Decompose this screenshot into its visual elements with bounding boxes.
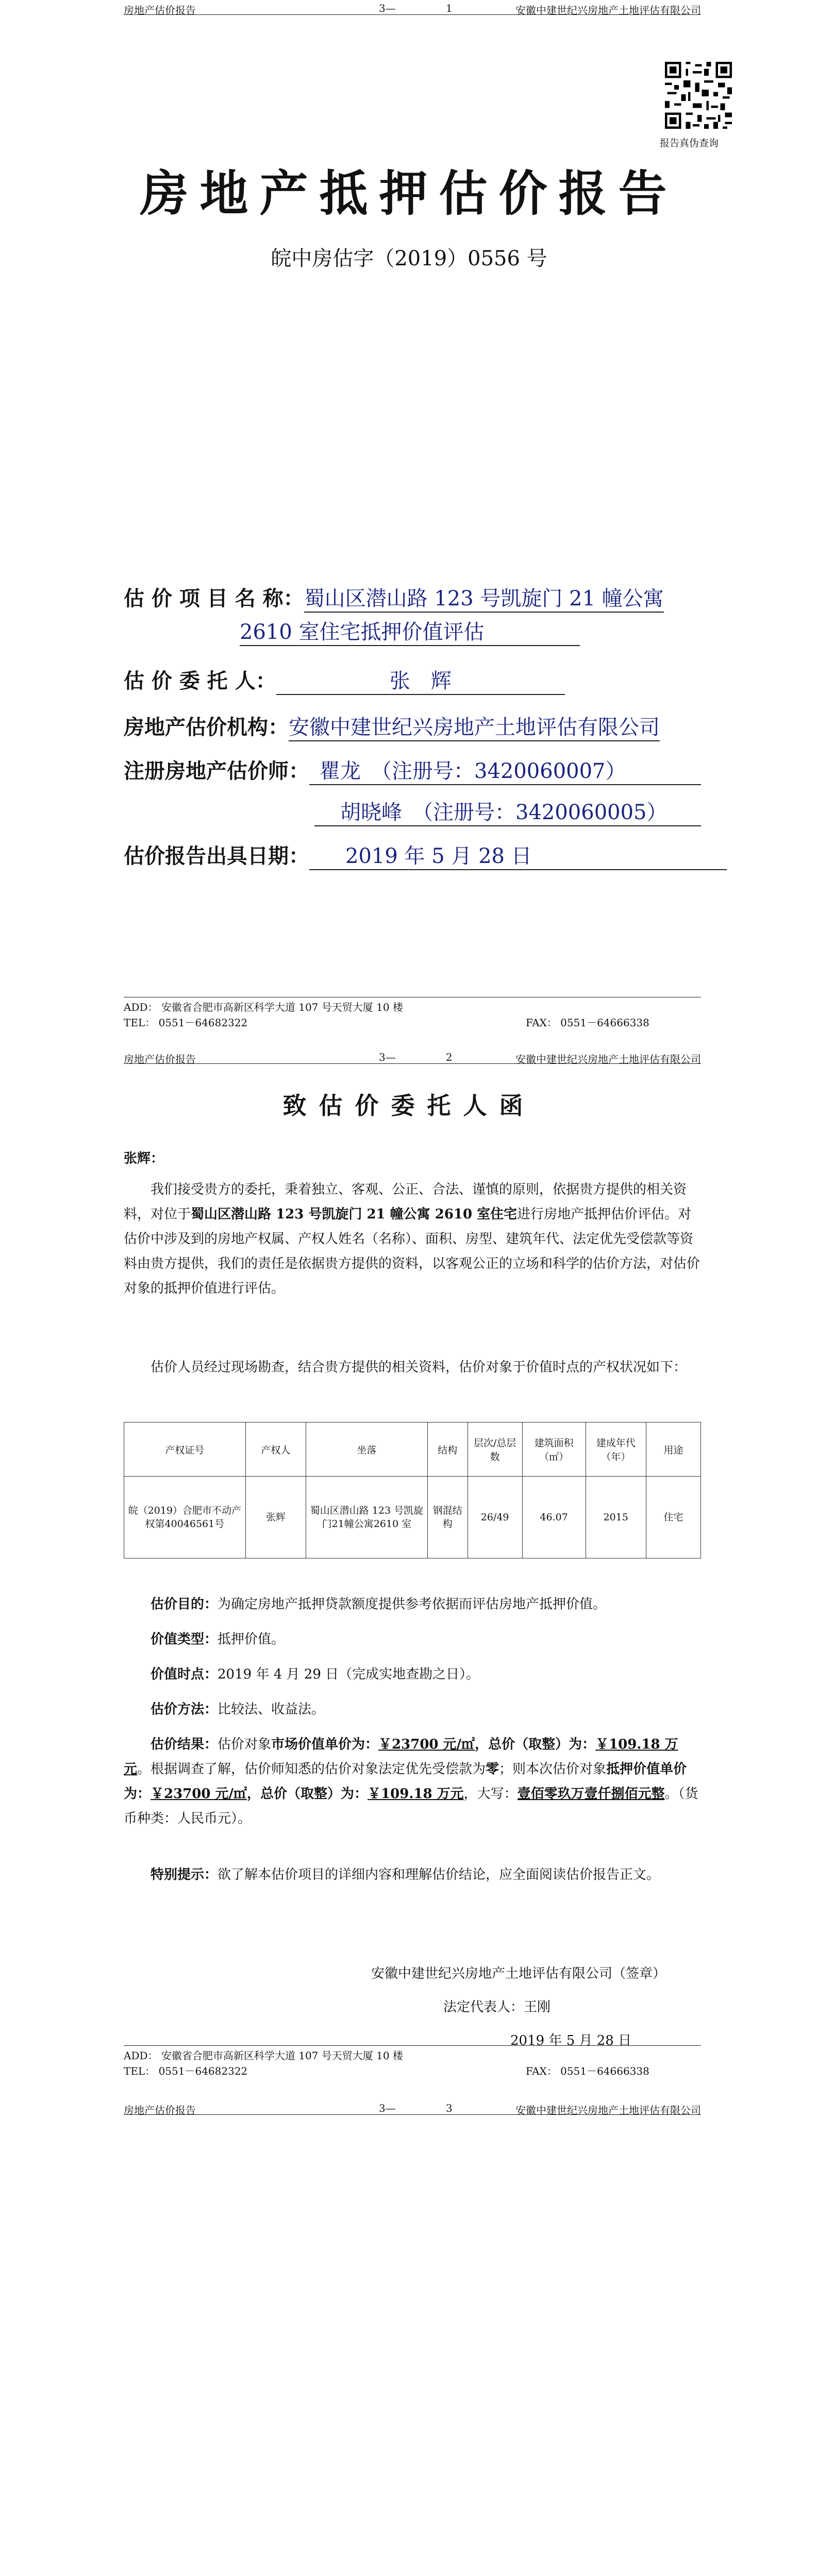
date-label: 估价报告出具日期： — [124, 844, 309, 868]
client-label: 估 价 委 托 人： — [124, 669, 276, 693]
cover-page — [0, 0, 818, 1054]
table-cell: 46.07 — [522, 1477, 586, 1558]
project-value-2: 2610 室住宅抵押价值评估 — [240, 616, 580, 646]
letter-paragraph-1: 我们接受贵方的委托，秉着独立、客观、公正、合法、谨慎的原则，依据贵方提供的相关资料，对位于蜀山区潜山路 123 号凯旋门 21 幢公寓 2610 室住宅进行房地产抵押估价评估。对估价中涉及到的房地产权属、产权人姓名（名称）、面积、房型、建筑年代、法定优先受偿款等资料由贵方提供，我们的责任是依据贵方提供的资料，以客观公正的立场和科学的估价方法，对估价对象的抵押价值进行评估。 — [124, 1182, 700, 1296]
header-company: 安徽中建世纪兴房地产土地评估有限公司 — [515, 4, 701, 16]
table-cell: 张辉 — [245, 1477, 306, 1558]
qr-verify-label: 报告真伪查询 — [660, 138, 719, 149]
client-row — [124, 665, 565, 695]
table-header: 产权人 — [245, 1422, 306, 1477]
header-left: 房地产估价报告 — [124, 2104, 196, 2116]
table-header: 层次/总层数 — [468, 1422, 522, 1477]
project-row-2 — [240, 616, 580, 646]
signer-company: 安徽中建世纪兴房地产土地评估有限公司（签章） — [371, 1966, 666, 1981]
value-type-line: 价值类型：抵押价值。 — [151, 1632, 285, 1647]
project-value-1: 蜀山区潜山路 123 号凯旋门 21 幢公寓 — [304, 582, 664, 613]
mortgage-unit-price: ￥23700 元/㎡ — [151, 1786, 247, 1802]
header-page-mark: 3— — [379, 2, 396, 14]
page-header — [124, 2, 701, 15]
agency-label: 房地产估价机构： — [124, 715, 289, 739]
date-value: 2019 年 5 月 28 日 — [309, 840, 727, 870]
footer-address: ADD： 安徽省合肥市高新区科学大道 107 号天贸大厦 10 楼 — [124, 1001, 403, 1013]
footer-address: ADD： 安徽省合肥市高新区科学大道 107 号天贸大厦 10 楼 — [124, 2049, 403, 2062]
header-page-number: 1 — [446, 2, 453, 14]
header-left: 房地产估价报告 — [124, 1053, 196, 1065]
letter-paragraph-2: 估价人员经过现场勘查，结合贵方提供的相关资料，估价对象于价值时点的产权状况如下： — [151, 1360, 687, 1375]
property-address: 蜀山区潜山路 123 号凯旋门 21 幢公寓 2610 室住宅 — [191, 1207, 517, 1222]
date-row — [124, 840, 727, 870]
header-company: 安徽中建世纪兴房地产土地评估有限公司 — [515, 1053, 701, 1065]
purpose-line: 估价目的：为确定房地产抵押贷款额度提供参考依据而评估房地产抵押价值。 — [151, 1597, 607, 1612]
report-title: 房地产抵押估价报告 — [140, 165, 678, 222]
table-header: 产权证号 — [124, 1422, 246, 1477]
method-line: 估价方法：比较法、收益法。 — [151, 1702, 325, 1717]
project-label: 估 价 项 目 名 称： — [124, 586, 304, 611]
table-header: 建成年代（年） — [586, 1422, 646, 1477]
table-cell: 蜀山区潜山路 123 号凯旋门21幢公寓2610 室 — [306, 1477, 428, 1558]
header-left: 房地产估价报告 — [124, 4, 196, 16]
agency-value: 安徽中建世纪兴房地产土地评估有限公司 — [289, 711, 660, 741]
page-footer — [124, 997, 701, 1028]
market-unit-price: ￥23700 元/㎡ — [378, 1737, 475, 1752]
project-row — [124, 582, 664, 613]
table-cell: 2015 — [586, 1477, 646, 1558]
header-page-mark: 3— — [379, 1051, 396, 1063]
market-total-price: ￥109.18 万元 — [124, 1737, 678, 1777]
signing-date: 2019 年 5 月 28 日 — [510, 2033, 632, 2048]
table-cell: 26/49 — [468, 1477, 522, 1558]
tip-paragraph: 特别提示：欲了解本估价项目的详细内容和理解估价结论，应全面阅读估价报告正文。 — [151, 1867, 660, 1883]
salutation: 张辉： — [124, 1151, 164, 1166]
header-page-number: 2 — [446, 1051, 453, 1063]
table-cell: 住宅 — [646, 1477, 700, 1558]
legal-representative: 法定代表人：王刚 — [443, 1999, 551, 2015]
table-header: 坐落 — [306, 1422, 428, 1477]
table-header: 结构 — [427, 1422, 468, 1477]
client-value: 张 辉 — [276, 665, 565, 695]
footer-fax: FAX： 0551－64666338 — [526, 2065, 649, 2077]
property-table — [124, 1422, 701, 1558]
document-number: 皖中房估字（2019）0556 号 — [271, 247, 547, 270]
appraiser-row — [124, 755, 701, 785]
footer-tel: TEL： 0551－64682322 — [124, 1016, 248, 1029]
result-paragraph: 估价结果：估价对象市场价值单价为：￥23700 元/㎡，总价（取整）为：￥109.18 万元。根据调查了解，估价师知悉的估价对象法定优先受偿款为零；则本次估价对象抵押价值单价为：￥23700 元/㎡，总价（取整）为：￥109.18 万元，大写：壹佰零玖万壹仟捌佰元整。（货币种类：人民币元）。 — [124, 1737, 698, 1826]
footer-tel: TEL： 0551－64682322 — [124, 2065, 248, 2077]
page-footer — [124, 2045, 701, 2077]
qr-code-icon[interactable] — [665, 62, 732, 129]
table-header-row — [124, 1422, 701, 1477]
mortgage-total-price: ￥109.18 万元 — [368, 1786, 464, 1802]
page-header — [124, 1051, 701, 1064]
header-page-number: 3 — [446, 2102, 453, 2114]
footer-fax: FAX： 0551－64666338 — [526, 1016, 649, 1029]
agency-row — [124, 711, 660, 741]
appraiser-label: 注册房地产估价师： — [124, 759, 309, 783]
letter-title: 致估价委托人函 — [282, 1092, 536, 1120]
header-company: 安徽中建世纪兴房地产土地评估有限公司 — [515, 2104, 701, 2116]
table-header: 建筑面积（㎡） — [522, 1422, 586, 1477]
table-row — [124, 1477, 701, 1558]
header-page-mark: 3— — [379, 2102, 396, 2114]
table-header: 用途 — [646, 1422, 700, 1477]
appraiser-2: 胡晓峰 （注册号：3420060005） — [314, 796, 701, 826]
page-header — [124, 2102, 701, 2115]
table-cell: 钢混结构 — [427, 1477, 468, 1558]
value-date-line: 价值时点：2019 年 4 月 29 日（完成实地查勘之日）。 — [151, 1667, 480, 1682]
appraiser-row-2 — [314, 796, 701, 826]
amount-in-words: 壹佰零玖万壹仟捌佰元整 — [517, 1786, 665, 1802]
appraiser-1: 瞿龙 （注册号：3420060007） — [309, 755, 701, 785]
table-cell: 皖（2019）合肥市不动产权第40046561号 — [124, 1477, 246, 1558]
